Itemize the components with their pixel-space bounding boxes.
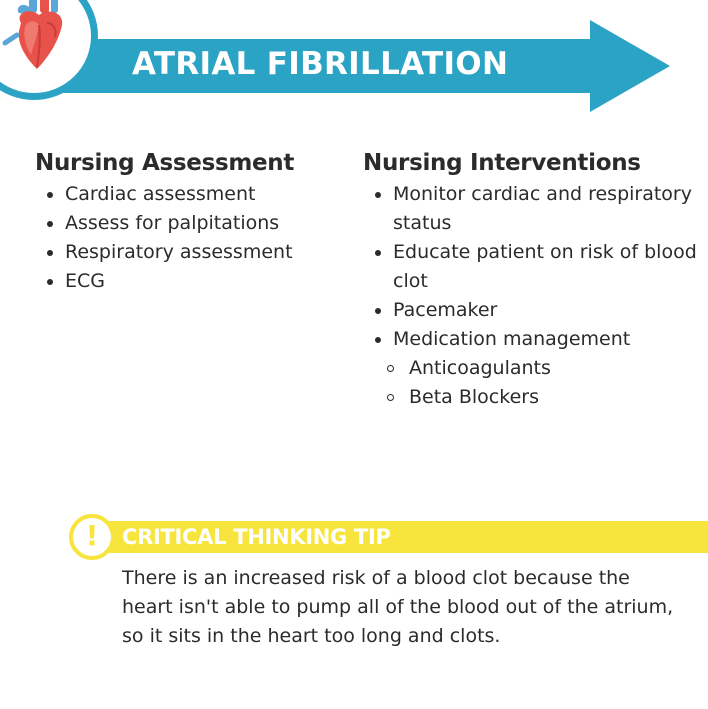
assessment-section <box>35 150 345 296</box>
list-item: Assess for palpitations <box>35 209 345 238</box>
interventions-list <box>363 180 703 354</box>
medication-sublist <box>363 354 703 412</box>
tip-title: CRITICAL THINKING TIP <box>122 525 391 549</box>
list-item: Monitor cardiac and respiratory status <box>363 180 703 238</box>
list-item: ECG <box>35 267 345 296</box>
heart-icon <box>0 0 81 75</box>
page-title: ATRIAL FIBRILLATION <box>132 46 509 82</box>
list-item <box>363 325 703 354</box>
list-item: Educate patient on risk of blood clot <box>363 238 703 296</box>
tip-badge <box>69 514 115 560</box>
exclamation-icon: ! <box>85 519 99 552</box>
tip-body: There is an increased risk of a blood clot because the heart isn't able to pump all of the blood out of the atrium, so it sits in the heart too long and clots. <box>122 567 674 647</box>
medication-management-label: Medication management <box>393 328 631 350</box>
sub-list-item: Anticoagulants <box>363 354 703 383</box>
list-item: Respiratory assessment <box>35 238 345 267</box>
interventions-heading: Nursing Interventions <box>363 150 641 176</box>
assessment-heading: Nursing Assessment <box>35 150 295 176</box>
sub-list-item: Beta Blockers <box>363 383 703 412</box>
assessment-list <box>35 180 345 296</box>
interventions-section <box>363 150 703 412</box>
list-item: Pacemaker <box>363 296 703 325</box>
list-item: Cardiac assessment <box>35 180 345 209</box>
